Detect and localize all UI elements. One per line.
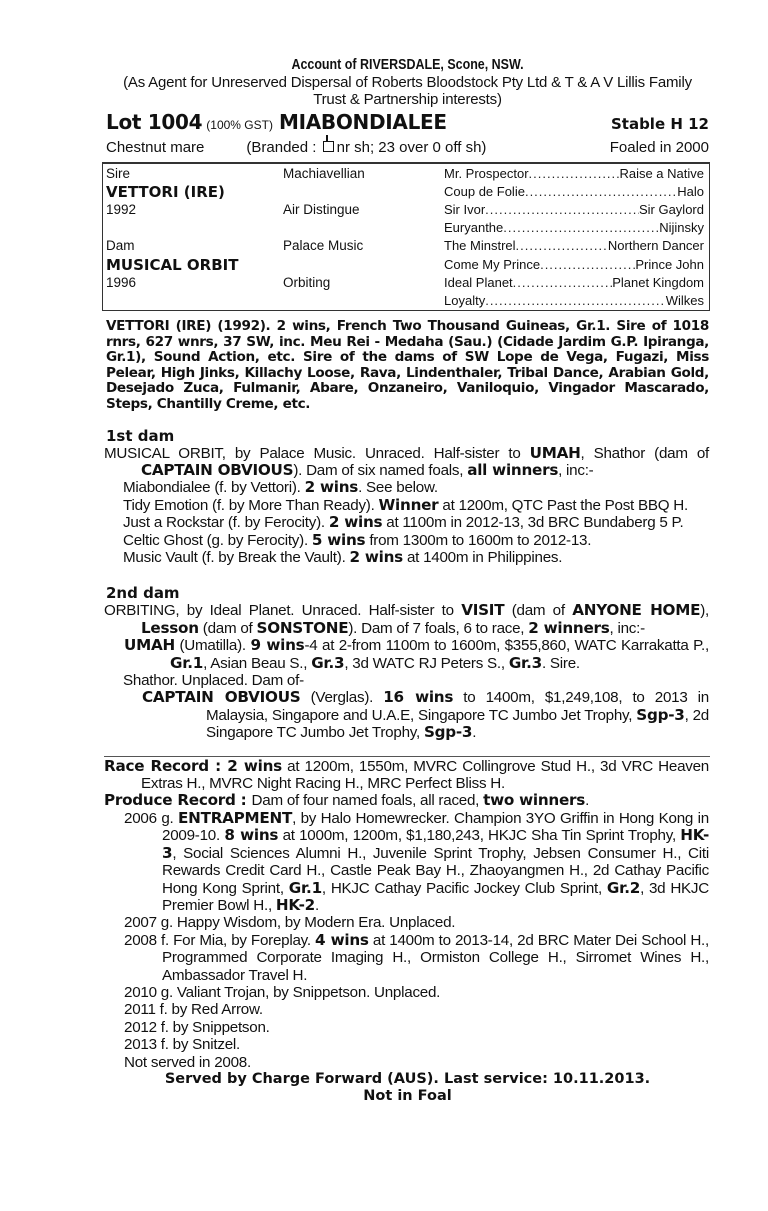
catalogue-page (106, 56, 709, 1105)
gen3-right: Sir Gaylord (638, 202, 704, 217)
gen3-row (444, 202, 704, 217)
horse-name: UMAH (124, 636, 175, 655)
highlight: two winners (483, 791, 586, 810)
race-grade: Sgp-3 (636, 705, 685, 724)
brand-suffix: nr sh; 23 over 0 off sh) (336, 139, 487, 156)
race-record (104, 758, 709, 793)
sire-year: 1992 (106, 202, 137, 217)
shathor-entry: Shathor. Unplaced. Dam of- (123, 672, 304, 690)
text: , Social Sciences Alumni H., Juvenile Sprint Trophy, Jebsen Consumer H., Citi Rewards Credit Card H., Castle Peak Bay H., Zhaoyangmen H., 2d Cathay Pacific Hong Kong Sprint, (162, 844, 709, 897)
gen3-row (444, 166, 704, 181)
pedigree-table (102, 162, 710, 311)
text: Dam of four named foals, all raced, (251, 792, 484, 810)
progeny-item (123, 514, 709, 531)
brand-prefix: (Branded : (246, 139, 317, 156)
gen3-right: Halo (677, 184, 704, 199)
first-dam-heading: 1st dam (106, 426, 175, 445)
gen3-left: Ideal Planet (444, 275, 513, 290)
text: Music Vault (f. by Break the Vault). (123, 549, 350, 566)
text: -4 at 2-from 1100m to 1600m, $355,860, WATC Karrakatta P., (304, 637, 709, 655)
race-grade: Gr.3 (311, 653, 345, 672)
text: , 2d Singapore TC Jumbo Jet Trophy, (206, 706, 709, 742)
lot-details-row (106, 138, 709, 158)
horse-description: Chestnut mare (106, 139, 205, 156)
text: at 1400m in Philippines. (402, 549, 563, 566)
gen3-row (444, 257, 704, 272)
text: from 1300m to 1600m to 2012-13. (365, 531, 592, 549)
brand-info (246, 138, 486, 158)
half-sibling-name: UMAH (529, 443, 581, 462)
gen3-row (444, 220, 704, 235)
race-grade: Gr.2 (606, 878, 641, 897)
text: ). Dam of 7 foals, 6 to race, (348, 619, 529, 637)
text: (Umatilla). (174, 637, 251, 655)
text: 2008 f. For Mia, by Foreplay. (124, 931, 316, 949)
text: at 1100m in 2012-13, 3d BRC Bundaberg 5 P. (382, 514, 684, 532)
text: , 3d HKJC Premier Bowl H., (162, 879, 709, 914)
produce-item: 2012 f. by Snippetson. (124, 1018, 270, 1036)
foal-status: Not in Foal (363, 1087, 452, 1104)
gen3-row (444, 238, 704, 253)
race-grade: HK-2 (275, 895, 315, 914)
text: Tidy Emotion (f. by More Than Ready). (123, 496, 379, 514)
text: Just a Rockstar (f. by Ferocity). (123, 514, 329, 532)
text: . (472, 724, 477, 742)
gen3-right: Wilkes (665, 293, 704, 308)
race-record-label: Race Record : (104, 756, 228, 775)
race-grade: HK-3 (162, 826, 710, 862)
race-grade: Sgp-3 (423, 723, 473, 742)
text: , Shathor (dam of (580, 444, 709, 462)
text: , HKJC Cathay Pacific Jockey Club Sprint, (321, 879, 607, 897)
horse-name: MIABONDIALEE (278, 110, 447, 134)
horse-name: ENTRAPMENT (178, 808, 293, 827)
text: , 3d WATC RJ Peters S., (344, 654, 509, 672)
dam-sire: Palace Music (283, 238, 364, 253)
half-sibling-name: Lesson (141, 618, 199, 637)
captain-obvious-entry (106, 689, 709, 741)
text: . (314, 896, 319, 914)
text: , Asian Beau S., (203, 654, 312, 672)
foaled-year: Foaled in 2000 (609, 139, 709, 156)
progeny-item (123, 532, 709, 549)
produce-item: 2013 f. by Snitzel. (124, 1036, 240, 1054)
service-info: Served by Charge Forward (AUS). Last service: 10.11.2013. (164, 1070, 651, 1087)
wins: Winner (378, 495, 439, 514)
text: 2006 g. (124, 809, 179, 827)
produce-item: 2011 f. by Red Arrow. (124, 1001, 263, 1019)
text: (dam of (504, 602, 573, 620)
race-grade: Gr.3 (508, 653, 542, 672)
text: (Verglas). (300, 689, 384, 707)
text: ), (700, 602, 709, 620)
produce-item: Not served in 2008. (124, 1053, 251, 1071)
text: . (585, 792, 590, 810)
lot-number: Lot 1004 (106, 110, 203, 134)
produce-item: 2007 g. Happy Wisdom, by Modern Era. Unplaced. (124, 914, 456, 932)
wins: 2 wins (304, 478, 359, 497)
text: MUSICAL ORBIT, by Palace Music. Unraced. Half-sister to (104, 444, 530, 462)
stakes-winner-name: CAPTAIN OBVIOUS (141, 460, 294, 479)
gen3-left: Loyalty (444, 293, 486, 308)
stable-location: Stable H 12 (610, 115, 709, 133)
text: . Sire. (541, 654, 580, 672)
gen3-left: Coup de Folie (444, 184, 525, 199)
sire-label: Sire (106, 166, 131, 181)
wins: 9 wins (250, 636, 305, 655)
gen3-row (444, 184, 704, 199)
gen3-right: Prince John (635, 257, 704, 272)
text: ). Dam of six named foals, (293, 461, 468, 479)
dam-year: 1996 (106, 275, 137, 290)
umah-entry (106, 637, 709, 672)
gen3-left: Mr. Prospector (444, 166, 529, 181)
wins: 2 wins (227, 756, 282, 775)
sire-name: VETTORI (IRE) (106, 183, 225, 201)
text: Celtic Ghost (g. by Ferocity). (123, 531, 312, 549)
produce-record-label: Produce Record : (104, 791, 252, 810)
horse-name: CAPTAIN OBVIOUS (142, 688, 301, 707)
gen3-row (444, 275, 704, 290)
half-sibling-name: VISIT (461, 601, 505, 620)
sire-dam: Air Distingue (283, 202, 360, 217)
progeny-item (123, 549, 709, 566)
wins: 5 wins (311, 530, 366, 549)
second-dam-intro (104, 602, 709, 637)
stakes-winner-name: ANYONE HOME (572, 601, 701, 620)
produce-item: 2010 g. Valiant Trojan, by Snippetson. Unplaced. (124, 983, 441, 1001)
text: , inc:- (609, 619, 645, 637)
wins: 8 wins (224, 826, 279, 845)
dam-label: Dam (106, 238, 135, 253)
wins: 4 wins (315, 930, 369, 949)
produce-item (106, 932, 709, 984)
gen3-right: Nijinsky (659, 220, 704, 235)
text: at 1000m, 1200m, $1,180,243, HKJC Sha Tin Sprint Trophy, (278, 827, 681, 845)
text: . See below. (358, 479, 438, 497)
text: at 1200m, QTC Past the Post BBQ H. (438, 496, 688, 514)
race-grade: Gr.1 (288, 878, 322, 897)
dam-dam: Orbiting (283, 275, 331, 290)
gen3-row (444, 293, 704, 308)
race-grade: Gr.1 (170, 653, 204, 672)
brand-mark-icon (323, 141, 334, 152)
gst-note: (100% GST) (206, 118, 273, 132)
wins: 16 wins (383, 688, 454, 707)
lot-title-row (106, 110, 709, 136)
gen3-left: Come My Prince (444, 257, 541, 272)
text: at 1200m, 1550m, MVRC Collingrove Stud H., 3d VRC Heaven Extras H., MVRC Night Racing H., MRC Perfect Bliss H. (141, 757, 710, 793)
gen3-left: Sir Ivor (444, 202, 486, 217)
stakes-winner-name: SONSTONE (256, 618, 349, 637)
vendor-account: Account of RIVERSDALE, Scone, NSW. (291, 57, 524, 73)
first-dam-intro (104, 445, 709, 480)
gen3-right: Northern Dancer (607, 238, 704, 253)
text: at 1400m to 2013-14, 2d BRC Mater Dei School H., Programmed Corporate Imaging H., Ormiston College H., Sirromet Wines H., Ambassador Travel H. (162, 931, 709, 984)
text: Miabondialee (f. by Vettori). (123, 479, 305, 497)
wins: 2 wins (349, 548, 403, 566)
vendor-agent: (As Agent for Unreserved Dispersal of Roberts Bloodstock Pty Ltd & T & A V Lillis Family Trust & Partnership interests) (123, 74, 692, 108)
sire-sire: Machiavellian (283, 166, 365, 181)
produce-record (104, 792, 709, 809)
dam-name: MUSICAL ORBIT (106, 256, 239, 274)
text: ORBITING, by Ideal Planet. Unraced. Half-sister to (104, 602, 462, 620)
progeny-item (123, 497, 709, 514)
second-dam-heading: 2nd dam (106, 584, 180, 603)
text: (dam of (198, 619, 257, 637)
text: to 1400m, $1,249,108, to 2013 in Malaysia, Singapore and U.A.E, Singapore TC Jumbo Jet Trophy, (206, 689, 709, 724)
highlight: all winners (467, 460, 559, 479)
gen3-right: Planet Kingdom (612, 275, 704, 290)
text: , inc:- (558, 461, 594, 479)
wins: 2 wins (328, 513, 383, 532)
text: , by Halo Homewrecker. Champion 3YO Griffin in Hong Kong in 2009-10. (162, 809, 709, 845)
gen3-left: Euryanthe (444, 220, 504, 235)
progeny-item (123, 479, 709, 496)
gen3-right: Raise a Native (619, 166, 704, 181)
produce-item (106, 810, 709, 914)
gen3-left: The Minstrel (444, 238, 516, 253)
highlight: 2 winners (528, 618, 610, 637)
sire-summary: VETTORI (IRE) (1992). 2 wins, French Two Thousand Guineas, Gr.1. Sire of 1018 rnrs, 627 wnrs, 37 SW, inc. Meu Rei - Medaha (Sau.) (Cidade Jardim G.P. Ipiranga, Gr.1), Sound Action, etc. Sire of the dams of SW Lope de Vega, Fugazi, Miss Pelear, High Jinks, Killachy Loose, Rava, Lindenthaler, Tribal Dance, Arabian Gold, Desejado Zuca, Fulmanir, Abare, Onzaneiro, Vaniloquio, Vingador Mascarado, Steps, Chantilly Creme, etc. (106, 318, 709, 412)
